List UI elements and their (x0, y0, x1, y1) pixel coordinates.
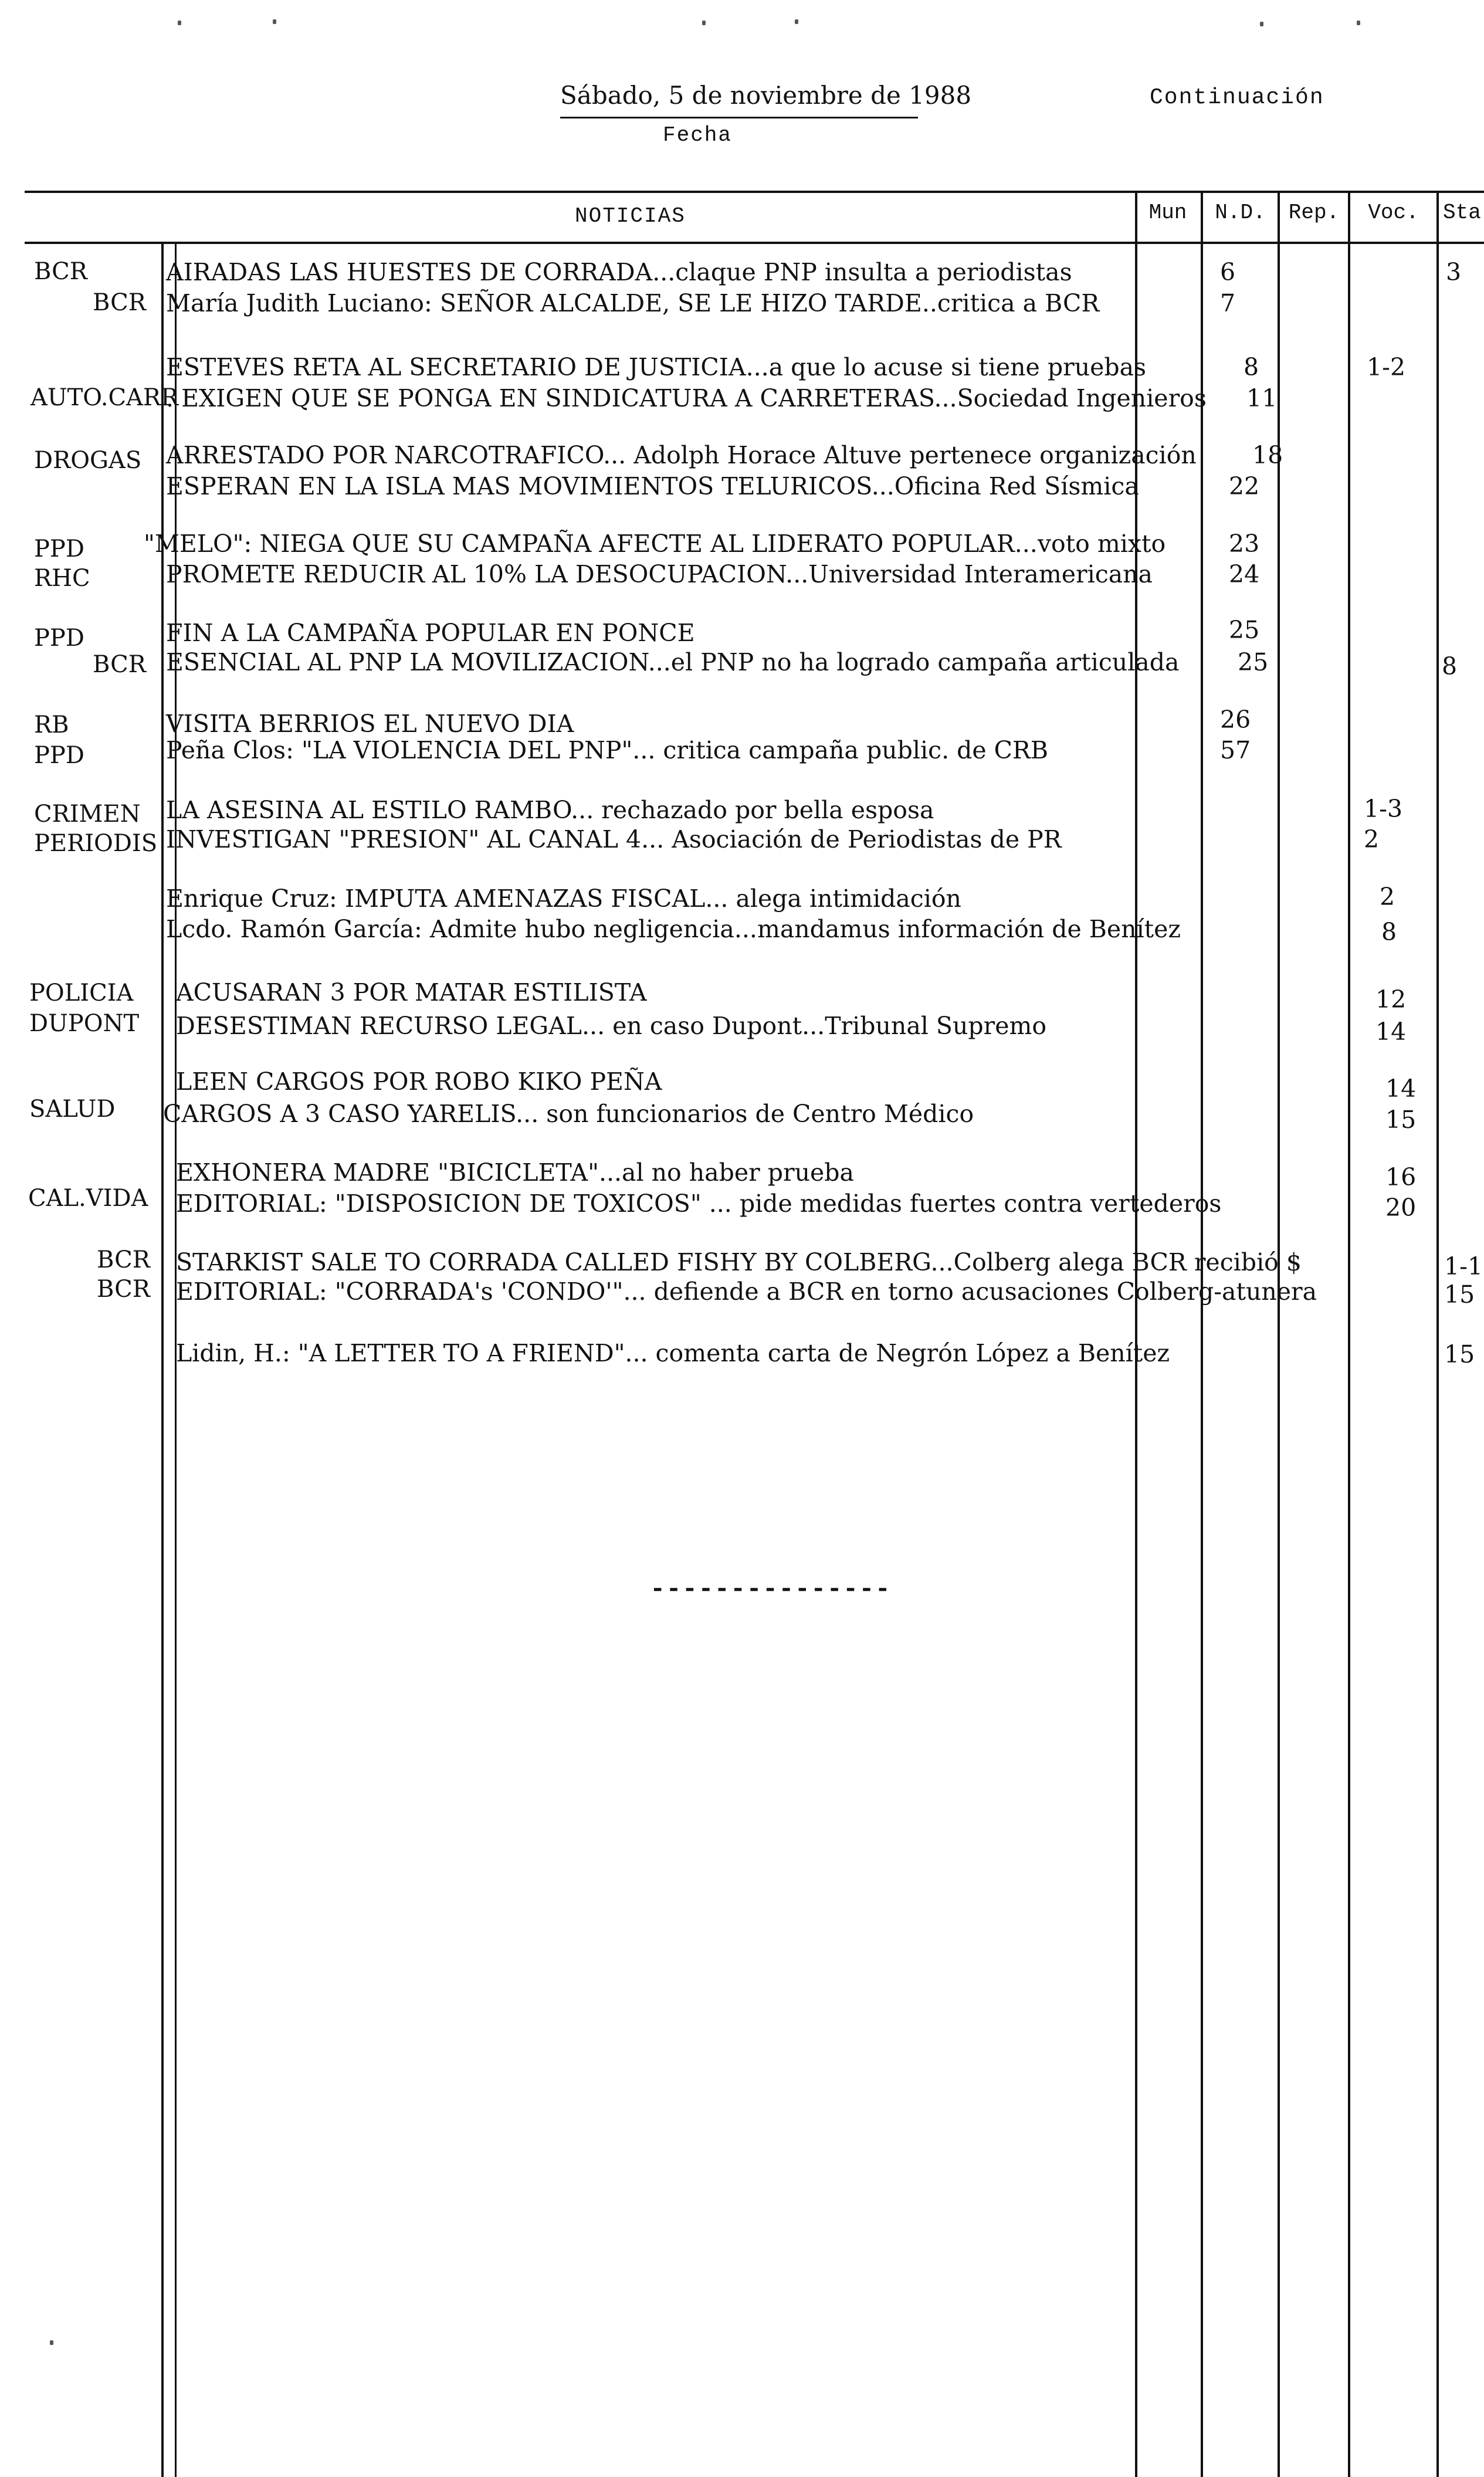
row-voc: 1-2 (1367, 353, 1406, 381)
row-tag: POLICIA (29, 980, 134, 1007)
continuation-label: Continuación (1150, 85, 1324, 110)
row-sta: 3 (1446, 258, 1462, 286)
row-tag: BCR (34, 258, 87, 285)
row-voc: 1-3 (1364, 795, 1403, 823)
row-headline: Lidin, H.: "A LETTER TO A FRIEND"... comenta carta de Negrón López a Benítez (176, 1339, 1170, 1367)
row-voc: 14 (1385, 1075, 1417, 1103)
row-tag: BCR (93, 651, 146, 678)
row-sta: 1-1 (1444, 1252, 1483, 1280)
row-nd: 25 (1229, 616, 1260, 644)
row-voc: 15 (1385, 1106, 1417, 1134)
row-nd: 23 (1229, 530, 1260, 558)
sta-column-divider (1436, 191, 1439, 2477)
row-headline: LEEN CARGOS POR ROBO KIKO PEÑA (176, 1068, 662, 1096)
row-sta: 15 (1444, 1340, 1475, 1368)
row-headline: ESTEVES RETA AL SECRETARIO DE JUSTICIA...a que lo acuse si tiene pruebas (166, 353, 1147, 381)
row-voc: 12 (1375, 985, 1407, 1014)
row-headline: ARRESTADO POR NARCOTRAFICO... Adolph Horace Altuve pertenece organización (166, 441, 1197, 469)
row-voc: 16 (1385, 1163, 1417, 1191)
row-tag: SALUD (29, 1096, 116, 1123)
row-nd: 6 (1220, 258, 1236, 286)
row-headline: AIRADAS LAS HUESTES DE CORRADA...claque PNP insulta a periodistas (166, 258, 1072, 286)
page-date: Sábado, 5 de noviembre de 1988 (560, 81, 972, 110)
row-headline: STARKIST SALE TO CORRADA CALLED FISHY BY COLBERG...Colberg alega BCR recibió $ (176, 1248, 1302, 1276)
row-nd: 22 (1229, 472, 1260, 500)
row-headline: FIN A LA CAMPAÑA POPULAR EN PONCE (166, 619, 695, 647)
col-header-mun: Mun (1148, 201, 1187, 225)
scan-speck (178, 21, 181, 25)
scan-speck (702, 21, 706, 25)
row-tag: CRIMEN (34, 801, 141, 828)
row-tag: BCR (97, 1246, 150, 1273)
row-nd: 26 (1220, 706, 1251, 734)
row-headline: "MELO": NIEGA QUE SU CAMPAÑA AFECTE AL LIDERATO POPULAR...voto mixto (144, 530, 1166, 558)
row-headline: ACUSARAN 3 POR MATAR ESTILISTA (176, 978, 647, 1007)
voc-column-divider (1348, 191, 1350, 2477)
col-header-nd: N.D. (1215, 201, 1266, 225)
separator-dashes: --------------- (650, 1575, 892, 1604)
row-headline: Enrique Cruz: IMPUTA AMENAZAS FISCAL... alega intimidación (166, 885, 961, 913)
row-headline: INVESTIGAN "PRESION" AL CANAL 4... Asociación de Periodistas de PR (166, 825, 1062, 853)
row-headline: EDITORIAL: "DISPOSICION DE TOXICOS" ... pide medidas fuertes contra vertederos (176, 1190, 1222, 1218)
scan-speck (273, 19, 276, 24)
row-sta: 15 (1444, 1280, 1475, 1309)
scan-speck (50, 2340, 53, 2345)
row-tag: PPD (34, 625, 84, 652)
rep-column-divider (1278, 191, 1280, 2477)
tag-column-divider (161, 242, 164, 2477)
row-tag: PERIODIS (34, 830, 158, 857)
scan-speck (795, 19, 798, 24)
row-headline: EXHONERA MADRE "BICICLETA"...al no haber prueba (176, 1158, 854, 1187)
row-tag: PPD (34, 536, 84, 563)
row-tag: AUTO.CARR (31, 384, 179, 411)
scan-speck (1357, 21, 1360, 25)
col-header-rep: Rep. (1288, 201, 1340, 225)
row-nd: 8 (1244, 353, 1259, 381)
row-tag: BCR (97, 1276, 150, 1303)
row-nd: 57 (1220, 736, 1251, 764)
row-nd: 11 (1246, 384, 1278, 412)
col-header-sta: Sta (1443, 201, 1481, 225)
col-header-voc: Voc. (1368, 201, 1419, 225)
row-headline: Peña Clos: "LA VIOLENCIA DEL PNP"... critica campaña public. de CRB (166, 736, 1049, 764)
row-headline: CARGOS A 3 CASO YARELIS... son funcionarios de Centro Médico (163, 1100, 974, 1128)
row-headline: EDITORIAL: "CORRADA's 'CONDO'"... defiende a BCR en torno acusaciones Colberg-atunera (176, 1278, 1317, 1306)
nd-column-divider (1201, 191, 1203, 2477)
row-nd: 24 (1229, 560, 1260, 588)
row-headline: Lcdo. Ramón García: Admite hubo negligencia...mandamus información de Benítez (166, 915, 1181, 943)
row-voc: 20 (1385, 1194, 1417, 1222)
row-tag: DUPONT (29, 1010, 140, 1037)
row-headline: . EXIGEN QUE SE PONGA EN SINDICATURA A CARRETERAS...Sociedad Ingenieros (166, 384, 1207, 412)
row-headline: VISITA BERRIOS EL NUEVO DIA (166, 710, 574, 738)
table-top-rule (25, 191, 1484, 193)
col-header-noticias: NOTICIAS (575, 204, 686, 228)
table-header-rule (25, 242, 1484, 244)
row-tag: RHC (34, 565, 90, 592)
row-tag: CAL.VIDA (28, 1185, 148, 1212)
row-nd: 18 (1252, 441, 1283, 469)
row-headline: ESPERAN EN LA ISLA MAS MOVIMIENTOS TELURICOS...Oficina Red Sísmica (166, 472, 1139, 500)
row-voc: 2 (1364, 825, 1380, 853)
row-tag: PPD (34, 742, 84, 769)
row-headline: ESENCIAL AL PNP LA MOVILIZACION...el PNP no ha logrado campaña articulada (166, 648, 1180, 676)
row-headline: DESESTIMAN RECURSO LEGAL... en caso Dupont...Tribunal Supremo (176, 1012, 1047, 1040)
row-voc: 2 (1380, 883, 1395, 911)
row-voc: 14 (1375, 1018, 1407, 1046)
row-tag: DROGAS (34, 447, 142, 474)
row-tag: BCR (93, 289, 146, 316)
row-sta: 8 (1442, 652, 1458, 680)
row-headline: PROMETE REDUCIR AL 10% LA DESOCUPACION...Universidad Interamericana (166, 560, 1153, 588)
date-underline (560, 117, 918, 118)
row-headline: María Judith Luciano: SEÑOR ALCALDE, SE LE HIZO TARDE..critica a BCR (166, 289, 1100, 317)
row-voc: 8 (1381, 918, 1397, 946)
date-label: Fecha (663, 123, 733, 147)
row-headline: LA ASESINA AL ESTILO RAMBO... rechazado por bella esposa (166, 796, 934, 824)
row-tag: RB (34, 711, 69, 738)
row-nd: 7 (1220, 289, 1236, 317)
scan-speck (1260, 22, 1263, 26)
row-nd: 25 (1238, 648, 1269, 676)
